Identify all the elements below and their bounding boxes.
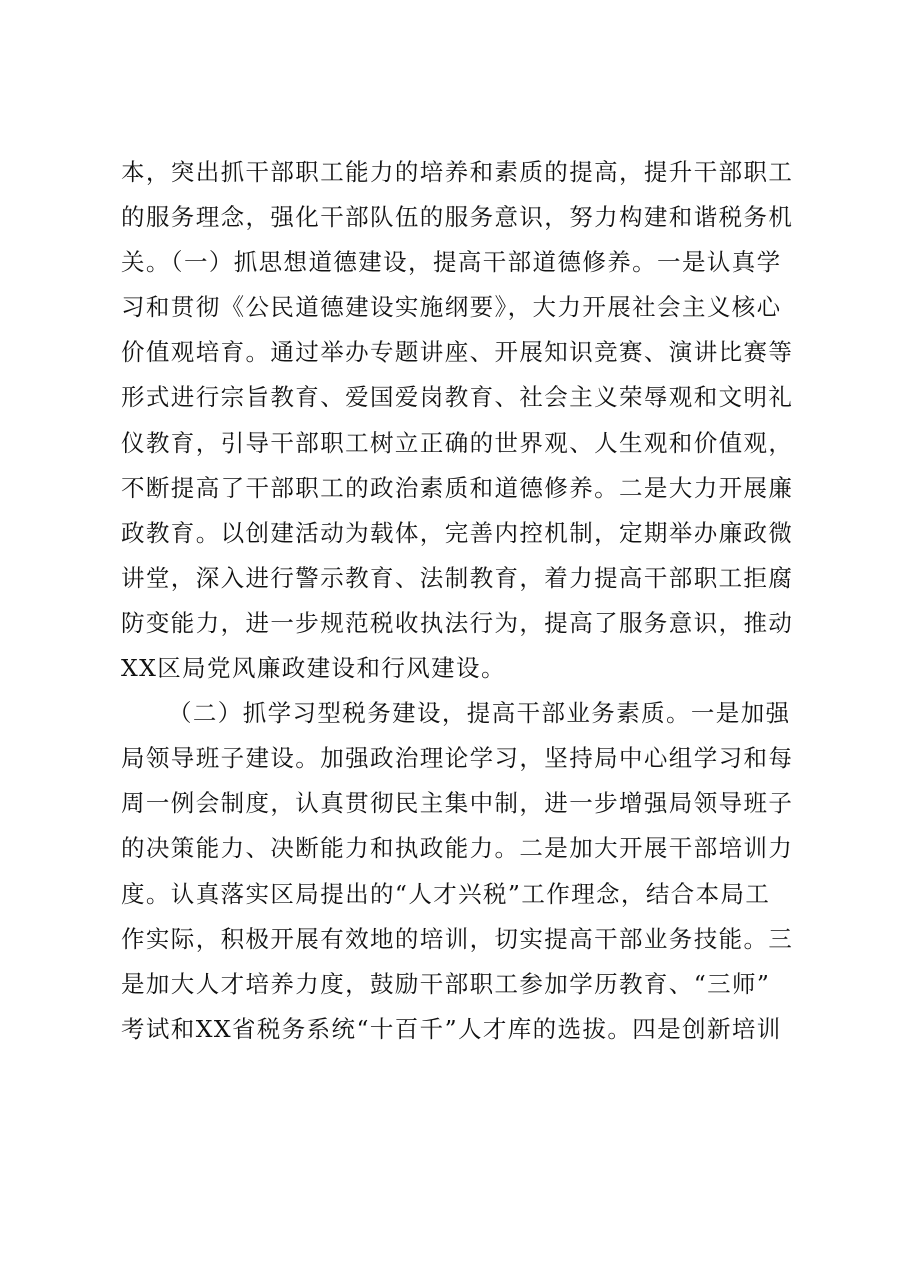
text-line: 局领导班子建设。加强政治理论学习，坚持局中心组学习和每 [121,744,794,773]
text-line: 周一例会制度，认真贯彻民主集中制，进一步增强局领导班子 [121,789,794,818]
text-line: 是加大人才培养力度，鼓励干部职工参加学历教育、“三师” [121,969,771,998]
text-line: 政教育。以创建活动为载体，完善内控机制，定期举办廉政微 [121,518,794,547]
paragraph-start-line: （二）抓学习型税务建设，提高干部业务素质。一是加强 [168,699,791,728]
text-line: 的服务理念，强化干部队伍的服务意识，努力构建和谐税务机 [121,203,794,232]
text-line: 仪教育，引导干部职工树立正确的世界观、人生观和价值观， [121,428,794,457]
text-line: 不断提高了干部职工的政治素质和道德修养。二是大力开展廉 [121,473,794,502]
text-line: 形式进行宗旨教育、爱国爱岗教育、社会主义荣辱观和文明礼 [121,383,794,412]
body-text [121,150,797,1052]
text-line: 的决策能力、决断能力和执政能力。二是加大开展干部培训力 [121,834,794,863]
text-line: 讲堂，深入进行警示教育、法制教育，着力提高干部职工拒腐 [121,563,794,592]
text-line: 价值观培育。通过举办专题讲座、开展知识竞赛、演讲比赛等 [121,338,794,367]
text-line: 习和贯彻《公民道德建设实施纲要》，大力开展社会主义核心 [121,293,782,322]
text-line: 本，突出抓干部职工能力的培养和素质的提高，提升干部职工 [121,158,794,186]
text-line: 防变能力，进一步规范税收执法行为，提高了服务意识，推动 [121,608,794,637]
text-line: XX区局党风廉政建设和行风建设。 [121,654,506,683]
text-line: 考试和XX省税务系统“十百千”人才库的选拔。四是创新培训 [121,1014,782,1043]
text-line: 度。认真落实区局提出的“人才兴税”工作理念，结合本局工 [121,879,771,908]
text-line: 关。（一）抓思想道德建设，提高干部道德修养。一是认真学 [121,248,782,277]
text-line: 作实际，积极开展有效地的培训，切实提高干部业务技能。三 [121,924,794,953]
